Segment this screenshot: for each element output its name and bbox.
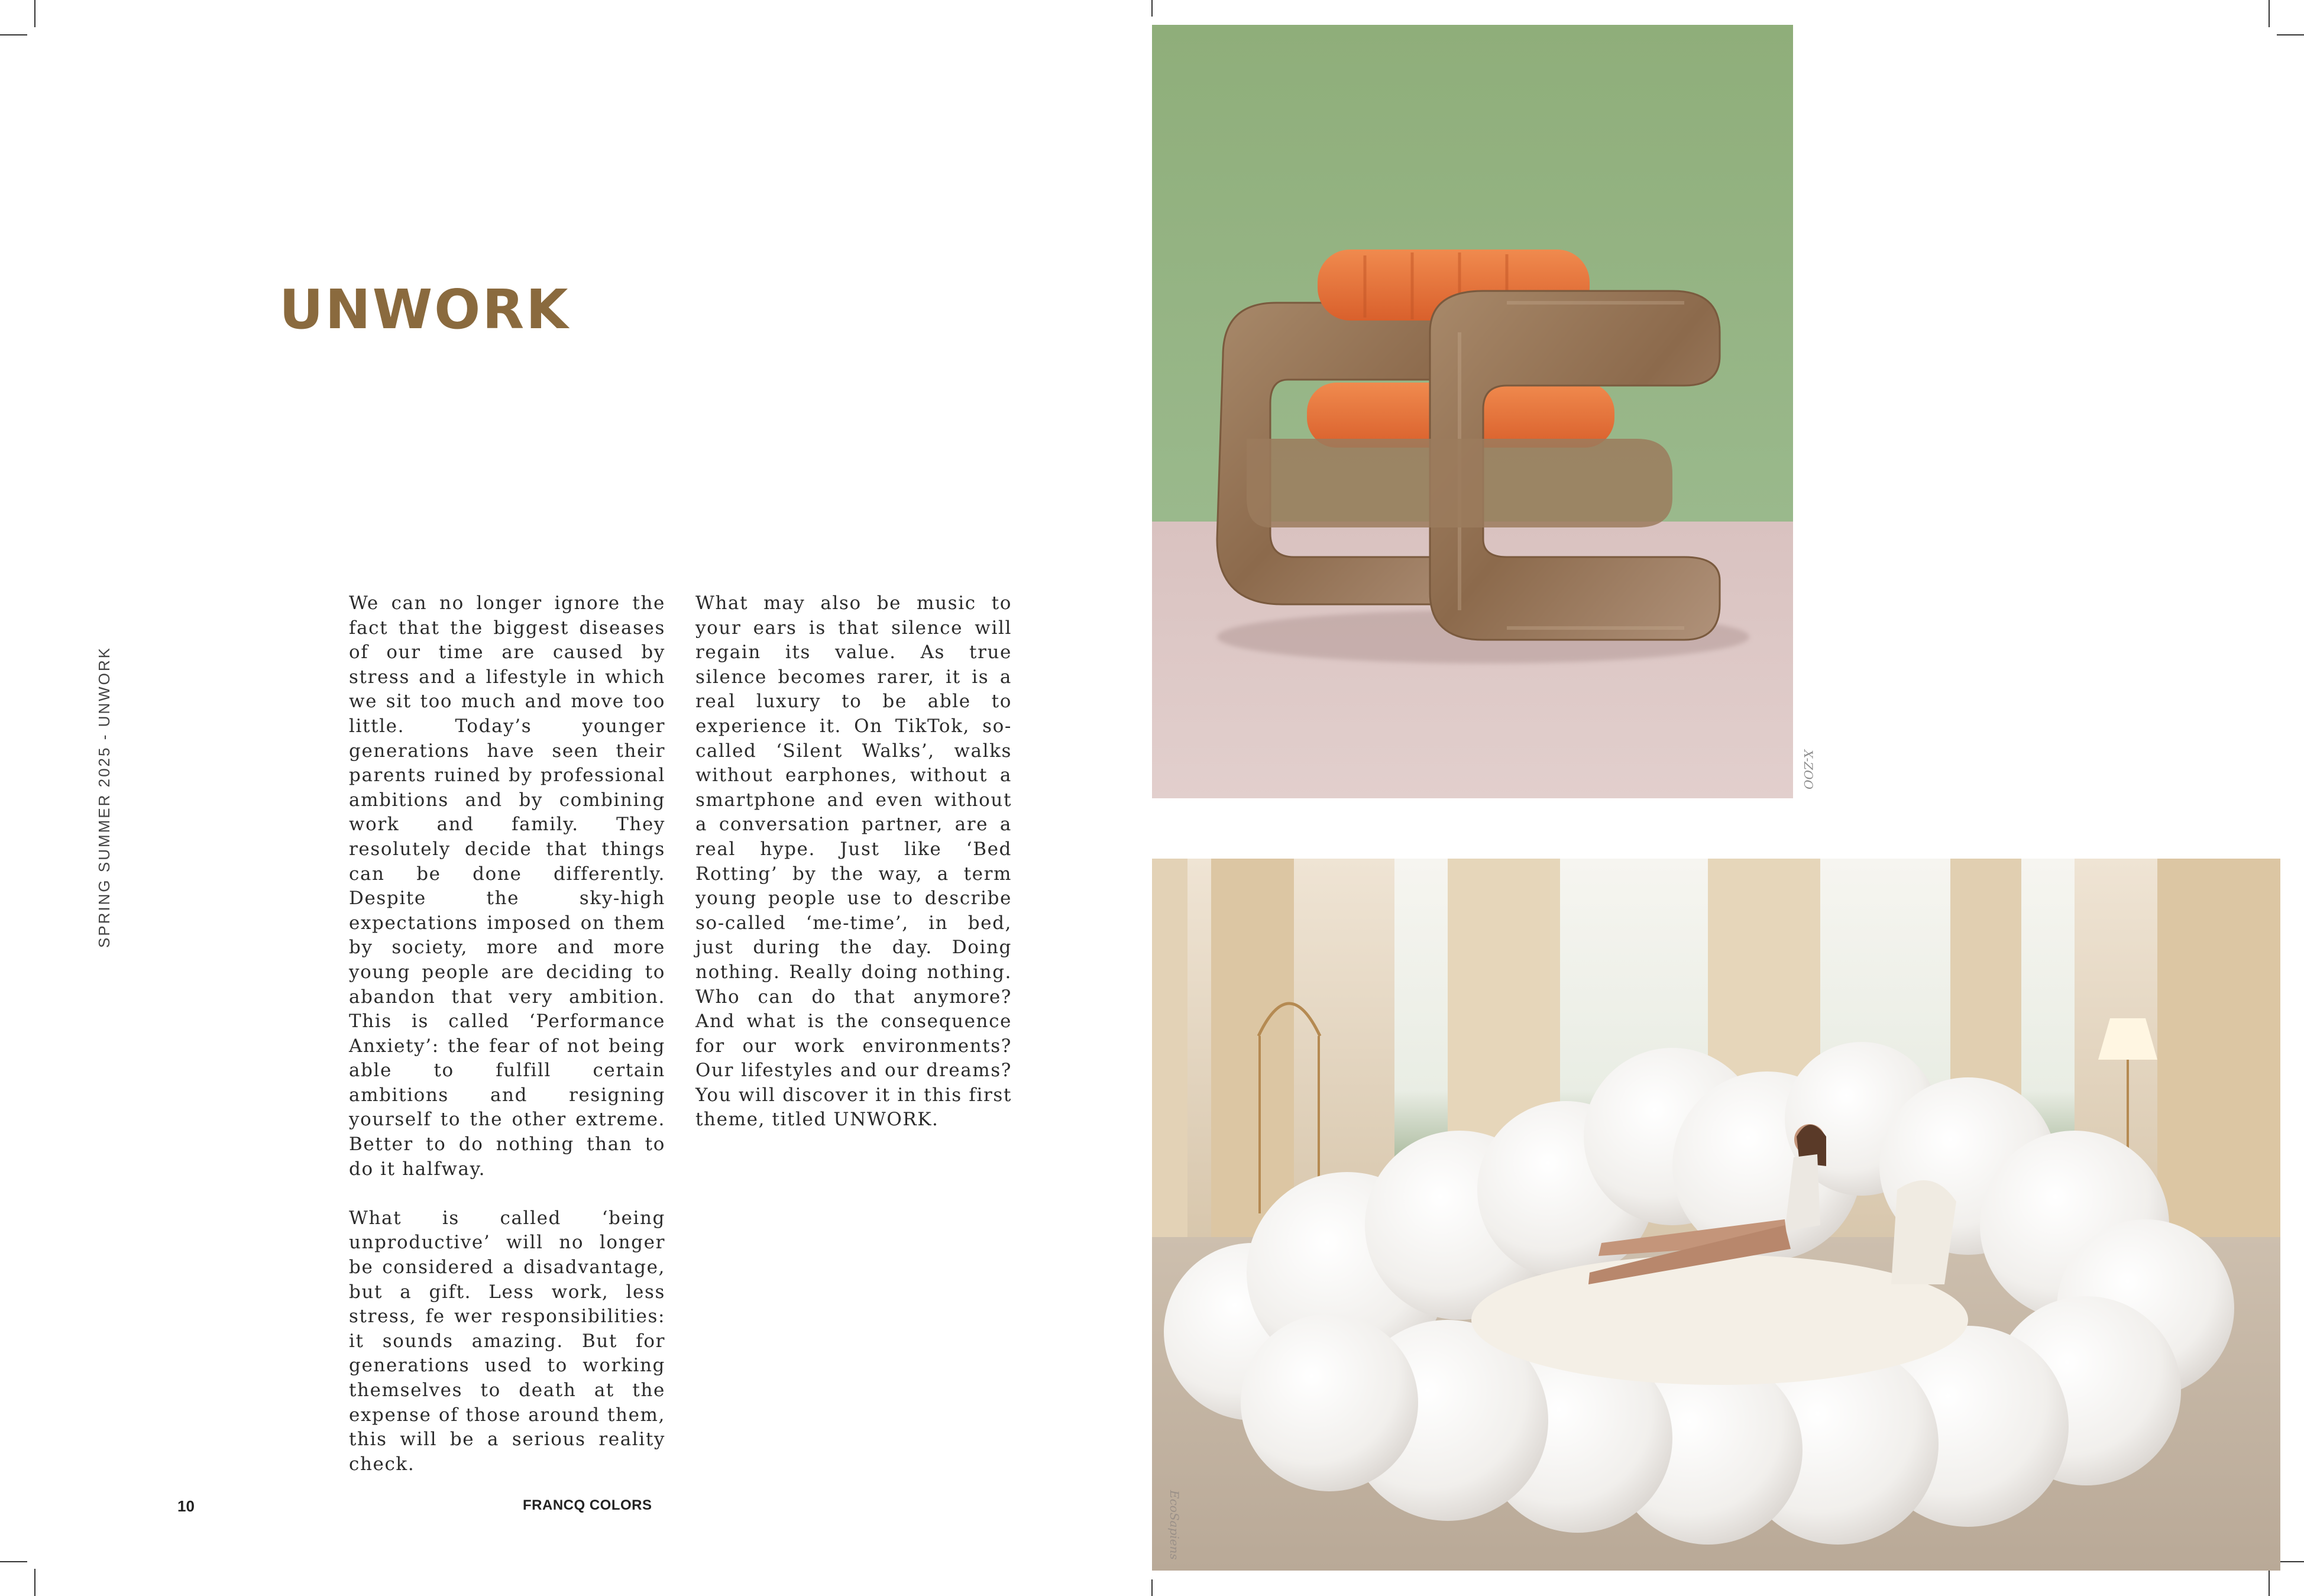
crop-mark-bottom-right-vertical: [2269, 1569, 2270, 1596]
publication-name: FRANCQ COLORS: [523, 1497, 652, 1513]
cloud-sofa-illustration: [1152, 859, 2280, 1571]
furry-chair-illustration: [1152, 25, 1793, 798]
article-right-column: [695, 591, 1012, 1132]
paragraph: We can no longer ignore the fact that the biggest diseases of our time are caused by stress and a lifestyle in which we sit too much and move too little. Today’s younger generations have seen their parents ruined by professional ambitions and by combining work and family. They resolutely decide that things can be done differently. Despite the sky-high expectations imposed on them by society, more and more young people are deciding to abandon that very ambition. This is called ‘Performance Anxiety’: the fear of not being able to fulfill certain ambitions and resigning yourself to the other extreme. Better to do nothing than to do it halfway.: [349, 593, 665, 1180]
running-head: SPRING SUMMER 2025 - UNWORK: [95, 646, 113, 948]
crop-mark-bottom-right: [2277, 1561, 2304, 1562]
crop-mark-top-center: [1151, 0, 1153, 17]
crop-mark-top-right-vertical: [2269, 0, 2270, 27]
photo-credit-cloud: EcoSapiens: [1167, 1490, 1182, 1560]
article-left-column: [349, 591, 665, 1477]
crop-mark-top-left: [0, 34, 27, 35]
crop-mark-bottom-left: [0, 1561, 27, 1562]
paragraph: What is called ‘being unproductive’ will no longer be considered a disadvantage, but a gift. Less work, less stress, fe wer responsibilities: it sounds amazing. But for generations used to working themselves to death at the expense of those around them, this will be a serious reality check.: [349, 1207, 665, 1475]
photo-furry-chair: [1152, 25, 1793, 798]
crop-mark-bottom-center: [1151, 1579, 1153, 1596]
crop-mark-bottom-left-vertical: [34, 1569, 35, 1596]
crop-mark-top-right: [2277, 34, 2304, 35]
paragraph: What may also be music to your ears is that silence will regain its value. As true silence becomes rarer, it is a real luxury to be able to experience it. On TikTok, so-called ‘Silent Walks’, walks without earphones, without a smartphone and even without a conversation partner, are a real hype. Just like ‘Bed Rotting’ by the way, a term young people use to describe so-called ‘me-time’, in bed, just during the day. Doing nothing. Really doing nothing. Who can do that anymore? And what is the consequence for our work environments? Our lifestyles and our dreams? You will discover it in this first theme, titled UNWORK.: [695, 593, 1012, 1131]
photo-credit-chair: X-ZOO: [1801, 750, 1816, 789]
article-title: UNWORK: [279, 278, 570, 341]
crop-mark-top-left-vertical: [34, 0, 35, 27]
page-number: 10: [177, 1497, 195, 1515]
photo-cloud-sofa: [1152, 859, 2280, 1571]
